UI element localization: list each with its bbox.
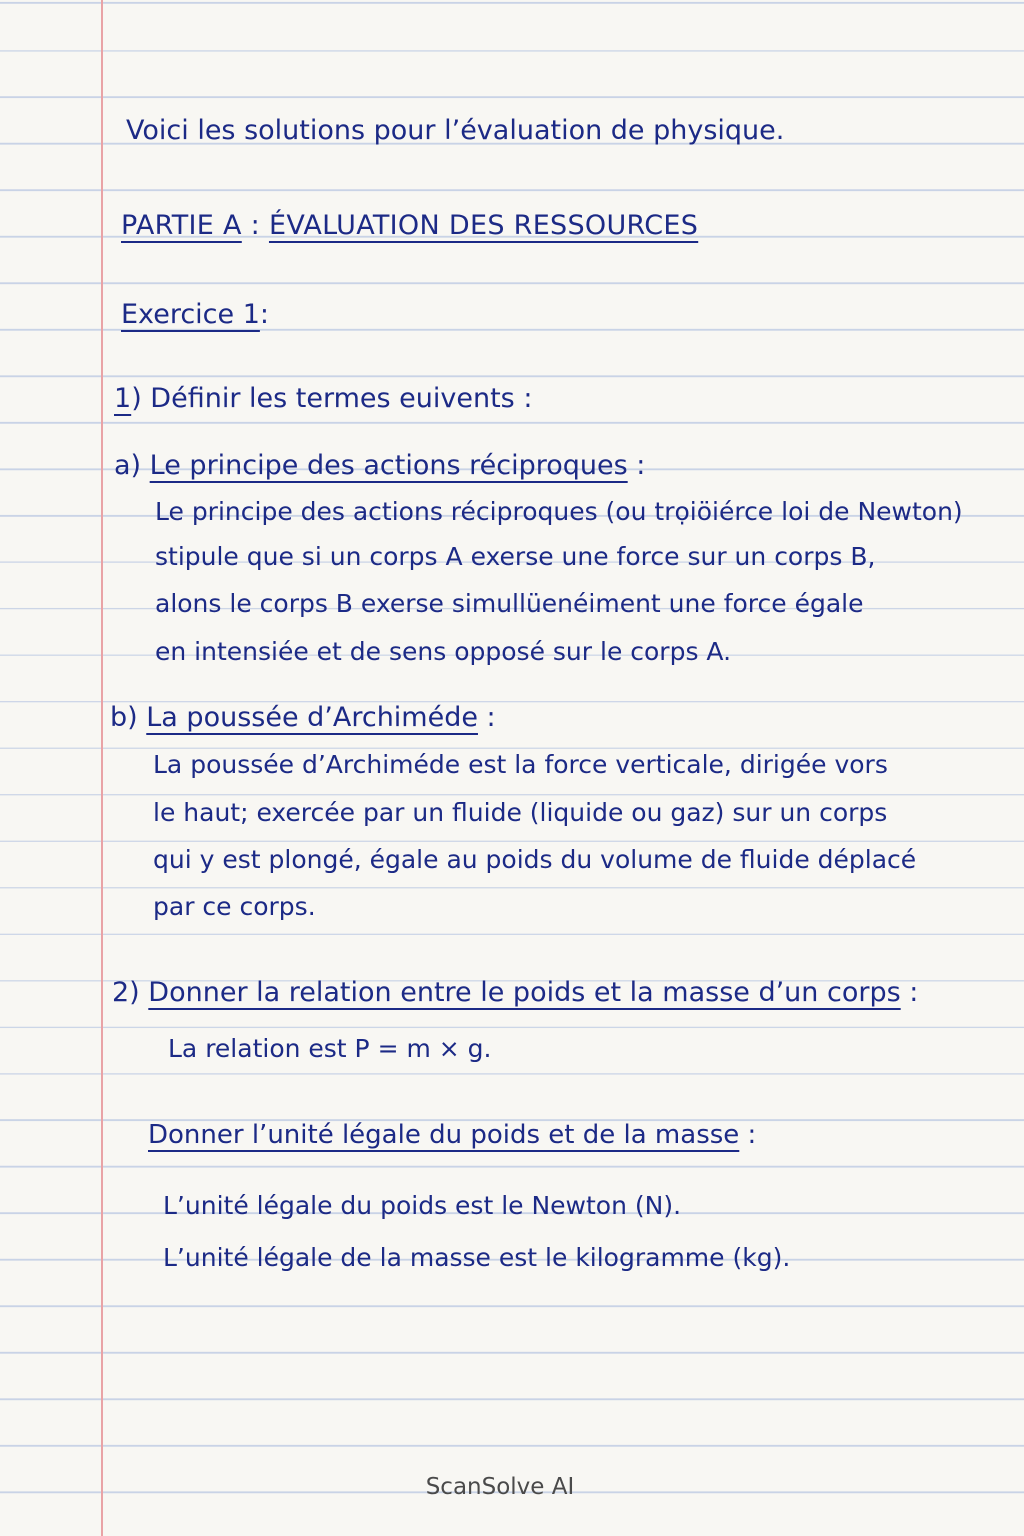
question-1a-colon: : [627,450,646,481]
question-1b-term: La poussée d’Archiméde [146,702,478,733]
question-1-number: 1 [114,383,132,414]
question-2-marker: 2) [112,977,149,1008]
answer-1b-line: qui y est plongé, égale au poids du volume de fluide déplacé [153,845,917,874]
intro-text: Voici les solutions pour l’évaluation de physique. [126,115,785,146]
answer-1a-line: stipule que si un corps A exerse une force sur un corps B, [155,542,876,571]
question-2-colon: : [900,977,919,1008]
answer-1b-line: La poussée d’Archiméde est la force verticale, dirigée vors [153,750,888,779]
question-1a-term: Le principe des actions réciproques [149,450,628,481]
answer-1a-line: Le principe des actions réciproques (ou trọiöiérce loi de Newton) [155,497,963,526]
footer-brand: ScanSolve AI [425,1474,575,1500]
exercise-label: Exercice 1 [121,299,260,330]
answer-1a-line: alons le corps B exerse simullüenéiment une force égale [155,589,864,618]
question-1b-colon: : [477,702,496,733]
section-title: ÉVALUATION DES RESSOURCES [268,210,699,241]
unit-answer-weight: L’unité légale du poids est le Newton (N). [163,1191,682,1220]
question-2b [148,1120,756,1151]
answer-1b-line: le haut; exercée par un fluide (liquide ou gaz) sur un corps [153,798,888,827]
question-2b-prompt: Donner l’unité légale du poids et de la masse [148,1120,740,1150]
question-1-text: ) Définir les termes euivents : [131,383,533,414]
question-2 [112,977,918,1009]
section-label: PARTIE A [121,210,242,241]
section-separator: : [241,210,269,241]
question-1a-marker: a) [114,450,150,481]
unit-answer-mass: L’unité légale de la masse est le kilogramme (kg). [163,1243,791,1272]
question-1a [114,450,645,482]
margin-line [101,0,103,1536]
question-2-prompt: Donner la relation entre le poids et la masse d’un corps [148,977,901,1008]
answer-1a-line: en intensiée et de sens opposé sur le corps A. [155,637,732,666]
question-1 [114,383,532,415]
answer-1b-line: par ce corps. [153,892,316,921]
question-1b [110,702,496,734]
section-heading [121,210,698,242]
question-1b-marker: b) [110,702,147,733]
exercise-heading [121,299,269,331]
relation-answer: La relation est P = m × g. [168,1034,492,1063]
exercise-colon: : [259,299,269,330]
question-2b-colon: : [739,1120,757,1150]
